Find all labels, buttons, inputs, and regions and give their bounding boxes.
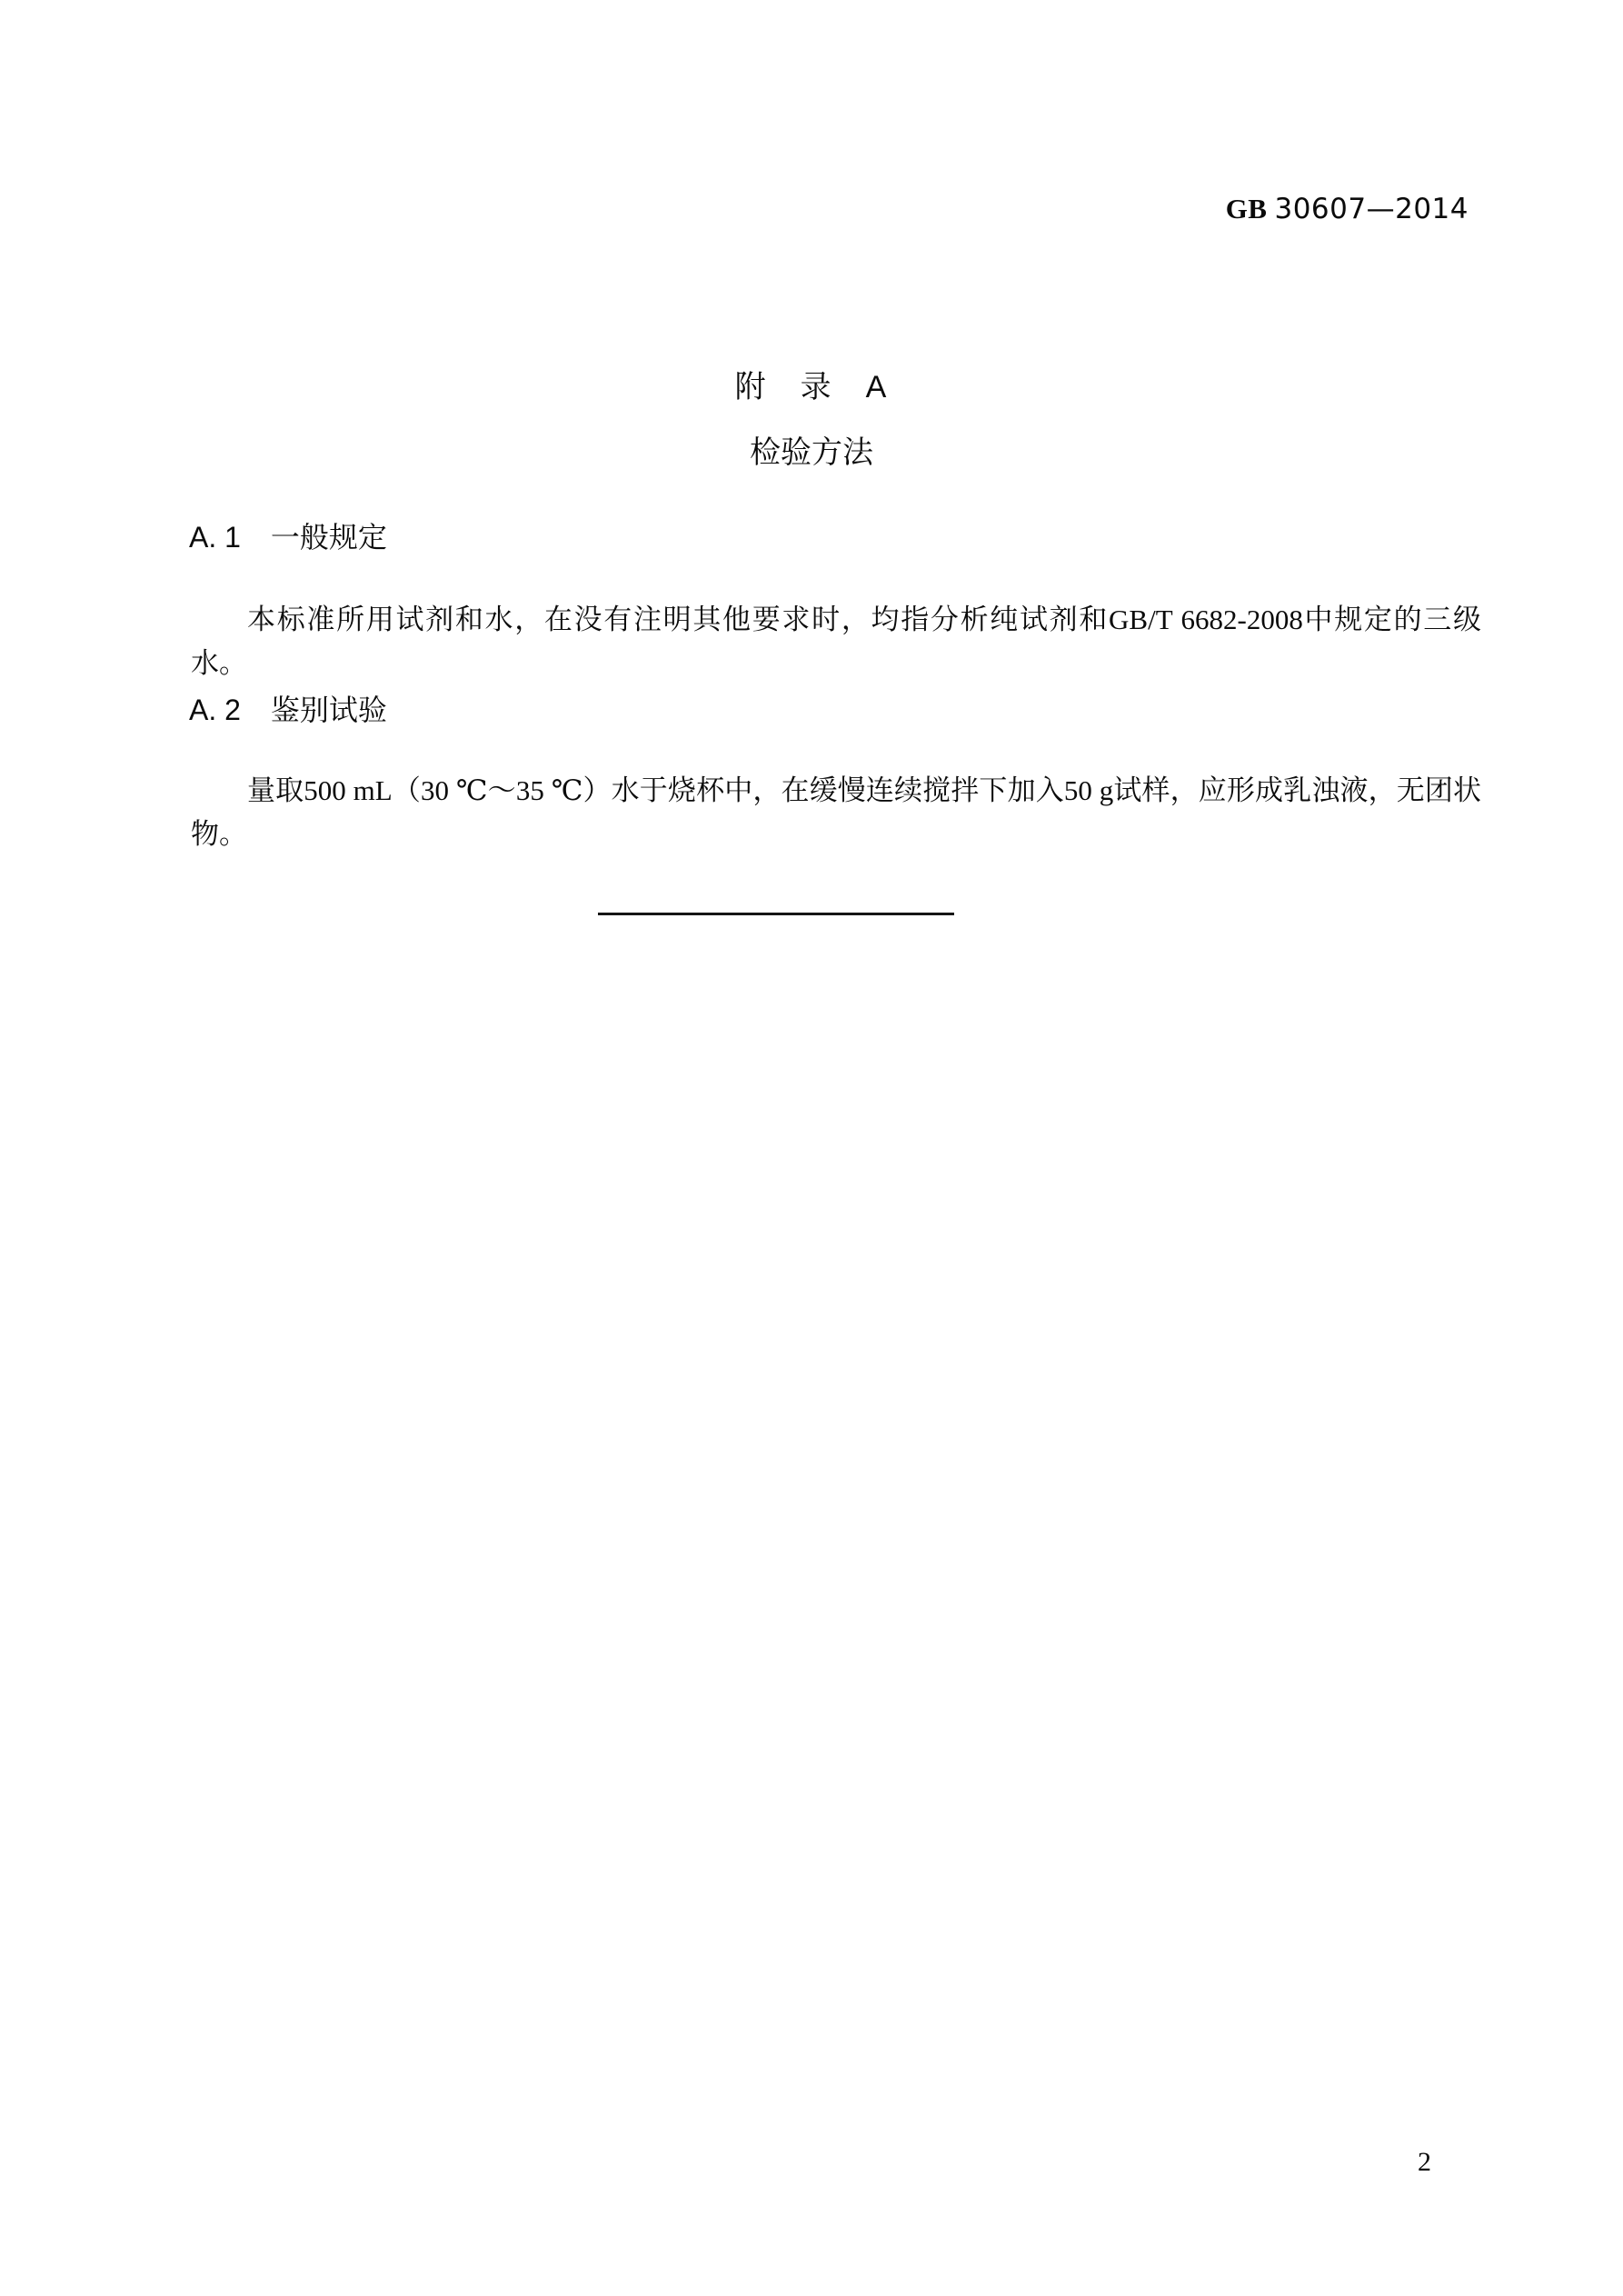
appendix-title: 附 录 A — [734, 370, 889, 404]
section-heading-a1 — [189, 514, 387, 556]
section-title-a2: 鉴别试验 — [270, 694, 387, 726]
section-body-a1: 本标准所用试剂和水，在没有注明其他要求时，均指分析纯试剂和GB/T 6682-2008中规定的三级水。 — [191, 604, 1481, 679]
section-body-a2: 量取500 mL（30 ℃～35 ℃）水于烧杯中，在缓慢连续搅拌下加入50 g试样，应形成乳浊液，无团状物。 — [191, 774, 1481, 850]
standard-number-header — [0, 193, 1469, 225]
section-heading-a2 — [189, 687, 387, 729]
section-number-a2: A. 2 — [189, 694, 241, 726]
section-number-a1: A. 1 — [189, 521, 241, 554]
page-number: 2 — [1418, 2147, 1431, 2177]
standard-code: GB — [1225, 193, 1268, 225]
end-of-document-rule — [598, 913, 954, 915]
section-title-a1: 一般规定 — [270, 521, 387, 554]
standard-number: 30607—2014 — [1274, 193, 1469, 225]
appendix-subtitle: 检验方法 — [750, 435, 873, 470]
